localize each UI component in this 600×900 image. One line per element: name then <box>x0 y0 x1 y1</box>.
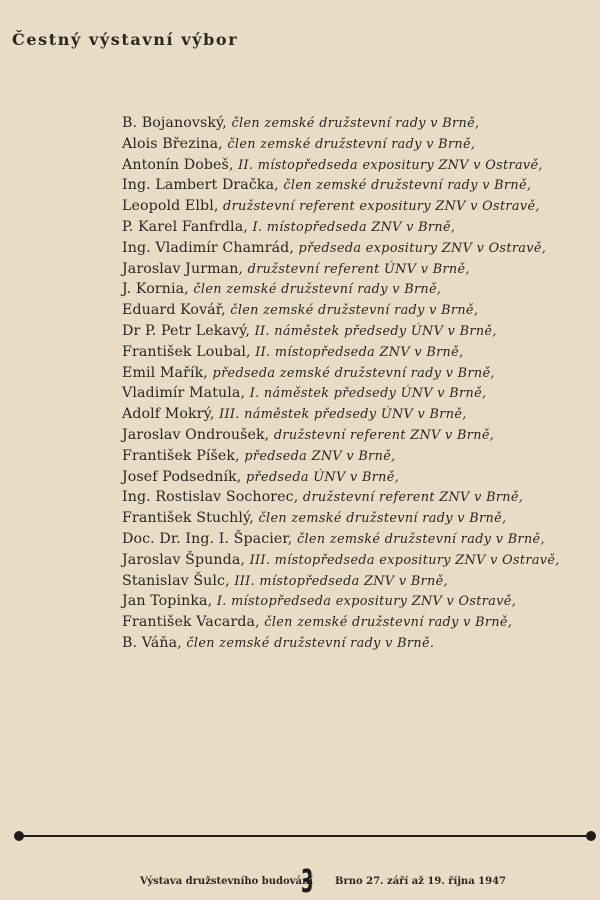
member-entry <box>122 549 592 570</box>
page-number: 3 <box>301 862 314 900</box>
member-name: František Stuchlý, <box>122 510 259 527</box>
member-name: Josef Podsedník, <box>122 468 247 485</box>
member-role: družstevní referent ÚNV v Brně, <box>247 261 470 277</box>
member-entry <box>122 216 592 237</box>
member-role: II. náměstek předsedy ÚNV v Brně, <box>254 323 497 339</box>
member-entry <box>122 507 592 528</box>
member-role: III. místopředseda ZNV v Brně, <box>234 573 448 589</box>
member-role: I. náměstek předsedy ÚNV v Brně, <box>249 386 487 402</box>
member-name: Doc. Dr. Ing. I. Špacier, <box>122 530 297 547</box>
divider-dot-right <box>586 831 596 841</box>
member-entry <box>122 362 592 383</box>
member-entry <box>122 278 592 299</box>
member-entry <box>122 174 592 195</box>
member-role: člen zemské družstevní rady v Brně, <box>231 116 480 131</box>
member-name: Eduard Kovář, <box>122 302 231 319</box>
member-role: družstevní referent ZNV v Brně, <box>273 427 495 443</box>
member-entry <box>122 154 592 175</box>
member-name: Jaroslav Jurman, <box>122 260 248 277</box>
member-name: Ing. Lambert Dračka, <box>122 177 284 194</box>
member-entry <box>122 403 592 424</box>
member-role: I. místopředseda expositury ZNV v Ostravě, <box>216 594 517 610</box>
footer-exhibition-dates: Brno 27. září až 19. října 1947 <box>335 876 506 887</box>
member-name: B. Bojanovský, <box>122 115 232 131</box>
member-role: člen zemské družstevní rady v Brně, <box>264 615 513 631</box>
member-name: František Vacarda, <box>122 614 265 631</box>
footer-exhibition-title: Výstava družstevního budování <box>140 876 314 887</box>
member-name: Vladimír Matula, <box>122 385 250 402</box>
member-entry <box>122 590 592 611</box>
member-role: II. místopředseda ZNV v Brně, <box>255 344 464 360</box>
member-name: Ing. Vladimír Chamrád, <box>122 239 299 256</box>
member-role: družstevní referent expositury ZNV v Ostravě, <box>223 199 540 215</box>
member-entry <box>122 133 592 154</box>
member-name: Leopold Elbl, <box>122 198 224 215</box>
member-entry <box>122 466 592 487</box>
member-role: předseda expositury ZNV v Ostravě, <box>298 240 547 256</box>
member-name: Jaroslav Špunda, <box>122 551 250 568</box>
member-role: člen zemské družstevní rady v Brně, <box>283 178 532 194</box>
member-role: družstevní referent ZNV v Brně, <box>302 490 524 506</box>
page-heading: Čestný výstavní výbor <box>12 30 239 49</box>
member-role: III. místopředseda expositury ZNV v Ostravě, <box>249 552 560 568</box>
member-name: Jan Topinka, <box>122 593 217 610</box>
member-name: Stanislav Šulc, <box>122 572 235 589</box>
member-entry <box>122 382 592 403</box>
divider-line <box>20 835 590 837</box>
member-entry <box>122 341 592 362</box>
member-role: člen zemské družstevní rady v Brně, <box>193 282 442 298</box>
member-name: B. Váňa, <box>122 634 187 651</box>
member-name: Jaroslav Ondroušek, <box>122 426 274 443</box>
member-role: člen zemské družstevní rady v Brně, <box>296 531 545 547</box>
member-name: František Píšek, <box>122 447 245 464</box>
member-role: člen zemské družstevní rady v Brně, <box>227 136 476 152</box>
footer-divider <box>14 830 596 842</box>
member-name: František Loubal, <box>122 343 256 360</box>
member-role: předseda ZNV v Brně, <box>244 448 396 464</box>
member-name: Antonín Dobeš, <box>122 156 239 173</box>
member-entry <box>122 424 592 445</box>
member-role: předseda zemské družstevní rady v Brně, <box>212 365 495 381</box>
member-entry <box>122 611 592 632</box>
member-role: II. místopředseda expositury ZNV v Ostravě, <box>238 157 543 173</box>
member-entry <box>122 445 592 466</box>
member-name: Emil Mařík, <box>122 364 213 381</box>
member-name: Alois Březina, <box>122 135 228 152</box>
member-entry <box>122 570 592 591</box>
member-name: Adolf Mokrý, <box>122 406 220 423</box>
member-entry <box>122 237 592 258</box>
member-entry <box>122 258 592 279</box>
member-role: předseda ÚNV v Brně, <box>246 469 400 485</box>
member-role: člen zemské družstevní rady v Brně, <box>258 511 507 527</box>
member-entry <box>122 112 592 133</box>
member-name: P. Karel Fanfrdla, <box>122 218 253 235</box>
member-entry <box>122 632 592 653</box>
member-entry <box>122 486 592 507</box>
member-entry <box>122 320 592 341</box>
member-entry <box>122 528 592 549</box>
member-name: J. Kornia, <box>122 281 194 298</box>
member-role: člen zemské družstevní rady v Brně. <box>186 635 435 651</box>
member-role: člen zemské družstevní rady v Brně, <box>230 303 479 319</box>
member-role: III. náměstek předsedy ÚNV v Brně, <box>219 407 467 423</box>
member-name: Ing. Rostislav Sochorec, <box>122 489 303 506</box>
member-entry <box>122 299 592 320</box>
committee-member-list <box>122 112 592 653</box>
member-entry <box>122 195 592 216</box>
member-role: I. místopředseda ZNV v Brně, <box>252 219 456 235</box>
member-name: Dr P. Petr Lekavý, <box>122 322 255 339</box>
